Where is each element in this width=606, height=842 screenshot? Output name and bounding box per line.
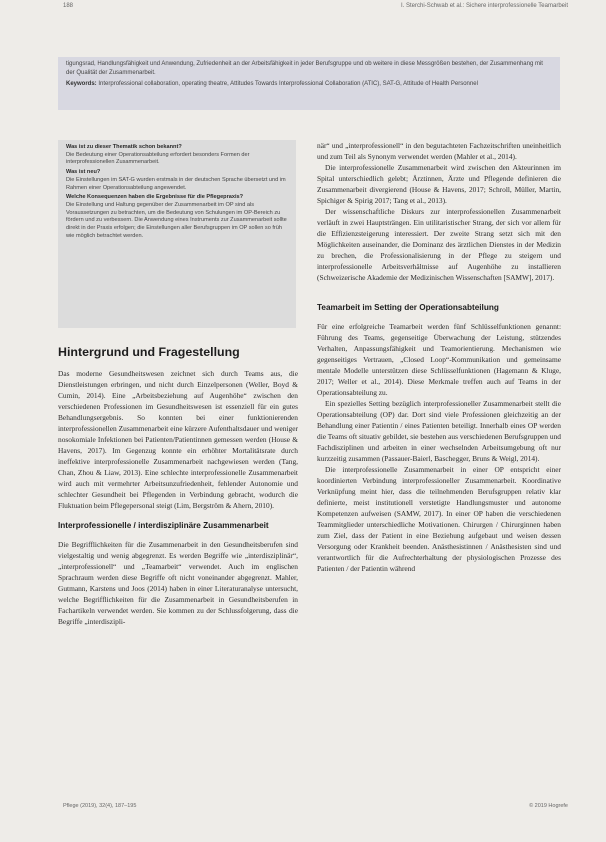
key-points-box (58, 140, 296, 328)
paragraph: Ein spezielles Setting bezüglich interprofessioneller Zusammenarbeit stellt die Operationsabteilung (OP) dar. Dort sind viele Professionen gleichzeitig an der Behandlung einer Patientin / eines Patienten beteiligt. Innerhalb eines OP werden die Teams oft situativ gebildet, sie bestehen aus verschiedenen Berufsgruppen und Fachdisziplinen und arbeiten in einer wechselnden Arbeitsumgebung oft nur kurzzeitig zusammen (Passauer-Baierl, Baschegger, Bruns & Weigl, 2014). (317, 399, 561, 463)
paragraph: Für eine erfolgreiche Teamarbeit werden fünf Schlüsselfunktionen genannt: Führung des Teams, gegenseitige Überwachung der Leistung, stützendes Verhalten, Anpassungsfähigkeit und Teamorientierung. Mechanismen wie gegenseitiges Vertrauen, „Closed Loop“-Kommunikation und gemeinsame mentale Modelle unterstützen diese Schlüsselfunktionen (Hagemann & Kluge, 2017; Weller et al., 2014). Diese Merkmale treffen auch auf Teams in der Operationsabteilung zu. (317, 322, 561, 397)
paragraph: när“ und „interprofessionell“ in den begutachteten Fachzeitschriften uneinheitlich und zum Teil als Synonym verwendet werden (Mahler et al., 2014). (317, 141, 561, 161)
paragraph: Die interprofessionelle Zusammenarbeit in einer OP entspricht einer koordinierten Verbindung interprofessioneller Zusammenarbeit. Koordinative Verknüpfung meint hier, dass die teilnehmenden Berufsgruppen relativ klar definierte, meist institutionell verstetigte Handlungsmuster und autonome Kompetenzen aufweisen (SAMW, 2017). In einer OP haben die verschiedenen Teammitglieder unterschiedliche Motivationen. Chirurgen / Chirurginnen haben zum Ziel, dass der Patient in eine Beziehung aufgebaut und weisen dessen Versorgung oder Krankheit beenden. Anästhesistinnen / Anästhesisten sind und verantwortlich für die Aufrechterhaltung der physiologischen Prozesse des Patienten / der Patientin während (317, 465, 561, 573)
subheading-interprofessional: Interprofessionelle / interdisziplinäre Zusammenarbeit (58, 521, 269, 530)
infobox-answer-known: Die Bedeutung einer Operationsabteilung erfordert besonders Formen der interprofessionellen Zusammenarbeit. (66, 151, 250, 166)
footer-publisher: © 2019 Hogrefe (529, 803, 568, 809)
infobox-answer-new: Die Einstellungen im SAT-G wurden erstmals in der deutschen Sprache übersetzt und im Rahmen einer Operationsabteilung angewendet. (66, 176, 286, 191)
right-column (317, 140, 561, 574)
left-column (58, 347, 298, 627)
running-title: I. Sterchi-Schwab et al.: Sichere interprofessionelle Teamarbeit (401, 3, 568, 9)
page-header (63, 3, 568, 17)
infobox-question-new: Was ist neu? (66, 169, 101, 176)
abstract-box (58, 57, 560, 110)
section-heading-background: Hintergrund und Fragestellung (58, 345, 240, 359)
page-number: 188 (63, 3, 74, 9)
footer-citation: Pflege (2019), 32(4), 187–195 (63, 803, 137, 809)
keywords-text: Interprofessional collaboration, operating theatre, Attitudes Towards Interprofessional Collaboration (ATIC), SAT-G, Attitude of Health Personnel (98, 81, 478, 87)
subheading-teamwork: Teamarbeit im Setting der Operationsabteilung (317, 303, 499, 312)
paragraph: Die Begrifflichkeiten für die Zusammenarbeit in den Gesundheitsberufen sind vielgestaltig und wenig abgegrenzt. Es werden Begriffe wie „interdisziplinär“, „interprofessionell“ und „Teamarbeit“ verwendet. Auch im englischen Sprachraum werden diese Begriffe oft nicht voneinander abgegrenzt. Mahler, Gutmann, Karstens und Joos (2014) haben in einer Literaturanalyse untersucht, welche Begrifflichkeiten für die Zusammenarbeit in Gesundheitsberufen in Fachartikeln verwendet werden. Sie kommen zu der Schlussfolgerung, dass die Begriffe „interdiszipli- (58, 540, 298, 626)
infobox-question-known: Was ist zu dieser Thematik schon bekannt? (66, 144, 182, 150)
paragraph: Die interprofessionelle Zusammenarbeit wird zwischen den Akteurinnen im Spital unterschiedlich gelebt; Ärztinnen, Ärzte und Pflegende definieren die Zusammenarbeit divergierend (House & Havens, 2017; Schroll, Müller, Martin, Spichiger & Spirig 2017; Tang et al., 2013). (317, 163, 561, 205)
keywords-label: Keywords: (66, 81, 97, 87)
abstract-text: tigungsrad, Handlungsfähigkeit und Anwendung, Zufriedenheit an der Arbeitsfähigkeit in jeder Berufsgruppe und ob weitere in diese Messgrößen bestehen, der Zusammenhang mit der Qualität der Zusammenarbeit. (66, 61, 543, 76)
infobox-answer-consequences: Die Einstellung und Haltung gegenüber der Zusammenarbeit im OP sind als Voraussetzungen zu betrachten, um die Bedeutung von Schulungen im OP-Bereich zu fördern und zu verbessern. Die Anwendung eines Instruments zur Zusammenarbeit sollte direkt in der Praxis erfolgen; die Einstellungen aller Berufsgruppen im OP sollen so früh wie möglich betrachtet werden. (66, 201, 287, 239)
paragraph: Das moderne Gesundheitswesen zeichnet sich durch Teams aus, die Dienstleistungen erbringen, und nicht durch Einzelpersonen (Weller, Boyd & Cumin, 2014). Eine „Arbeitsbeziehung auf Augenhöhe“ zwischen den verschiedenen Professionen im Gesundheitswesen ist essenziell für ein gutes Behandlungsergebnis. So konnten bei einer funktionierenden interprofessionellen Zusammenarbeit eine kürzere Aufenthaltsdauer und weniger nosokomiale Infektionen bei Patienten/Patientinnen gemessen werden (House & Havens, 2017). Im Gegenzug konnte ein erhöhter Mortalitätsrate durch ineffektive interprofessionelle Zusammenarbeit nachgewiesen werden (Tang, Chan, Zhou & Liaw, 2013). Eine schlechte interprofessionelle Zusammenarbeit wird auch mit vermehrter Arbeitsunzufriedenheit, fehlender Autonomie und schlechter Gesundheit bei Pflegenden in Verbindung gebracht, wodurch die Fluktuation beim Pflegepersonal steigt (Lim, Bergström & Ahern, 2010). (58, 369, 298, 510)
infobox-question-consequences: Welche Konsequenzen haben die Ergebnisse für die Pflegepraxis? (66, 194, 244, 201)
paragraph: Der wissenschaftliche Diskurs zur interprofessionellen Zusammenarbeit verläuft in zwei Hauptsträngen. Ein utilitaristischer Strang, der sich vor allem für die Effizienzsteigerung interessiert. Der zweite Strang setzt sich mit den Möglichkeiten auseinander, die Dominanz des ärztlichen Dienstes in der Medizin zu brechen, die Professionalisierung in der Pflege zu steigern und interprofessionelle Arbeitsverhältnisse auf Augenhöhe zu installieren (Schweizerische Akademie der Medizinischen Wissenschaften [SAMW], 2017). (317, 207, 561, 282)
